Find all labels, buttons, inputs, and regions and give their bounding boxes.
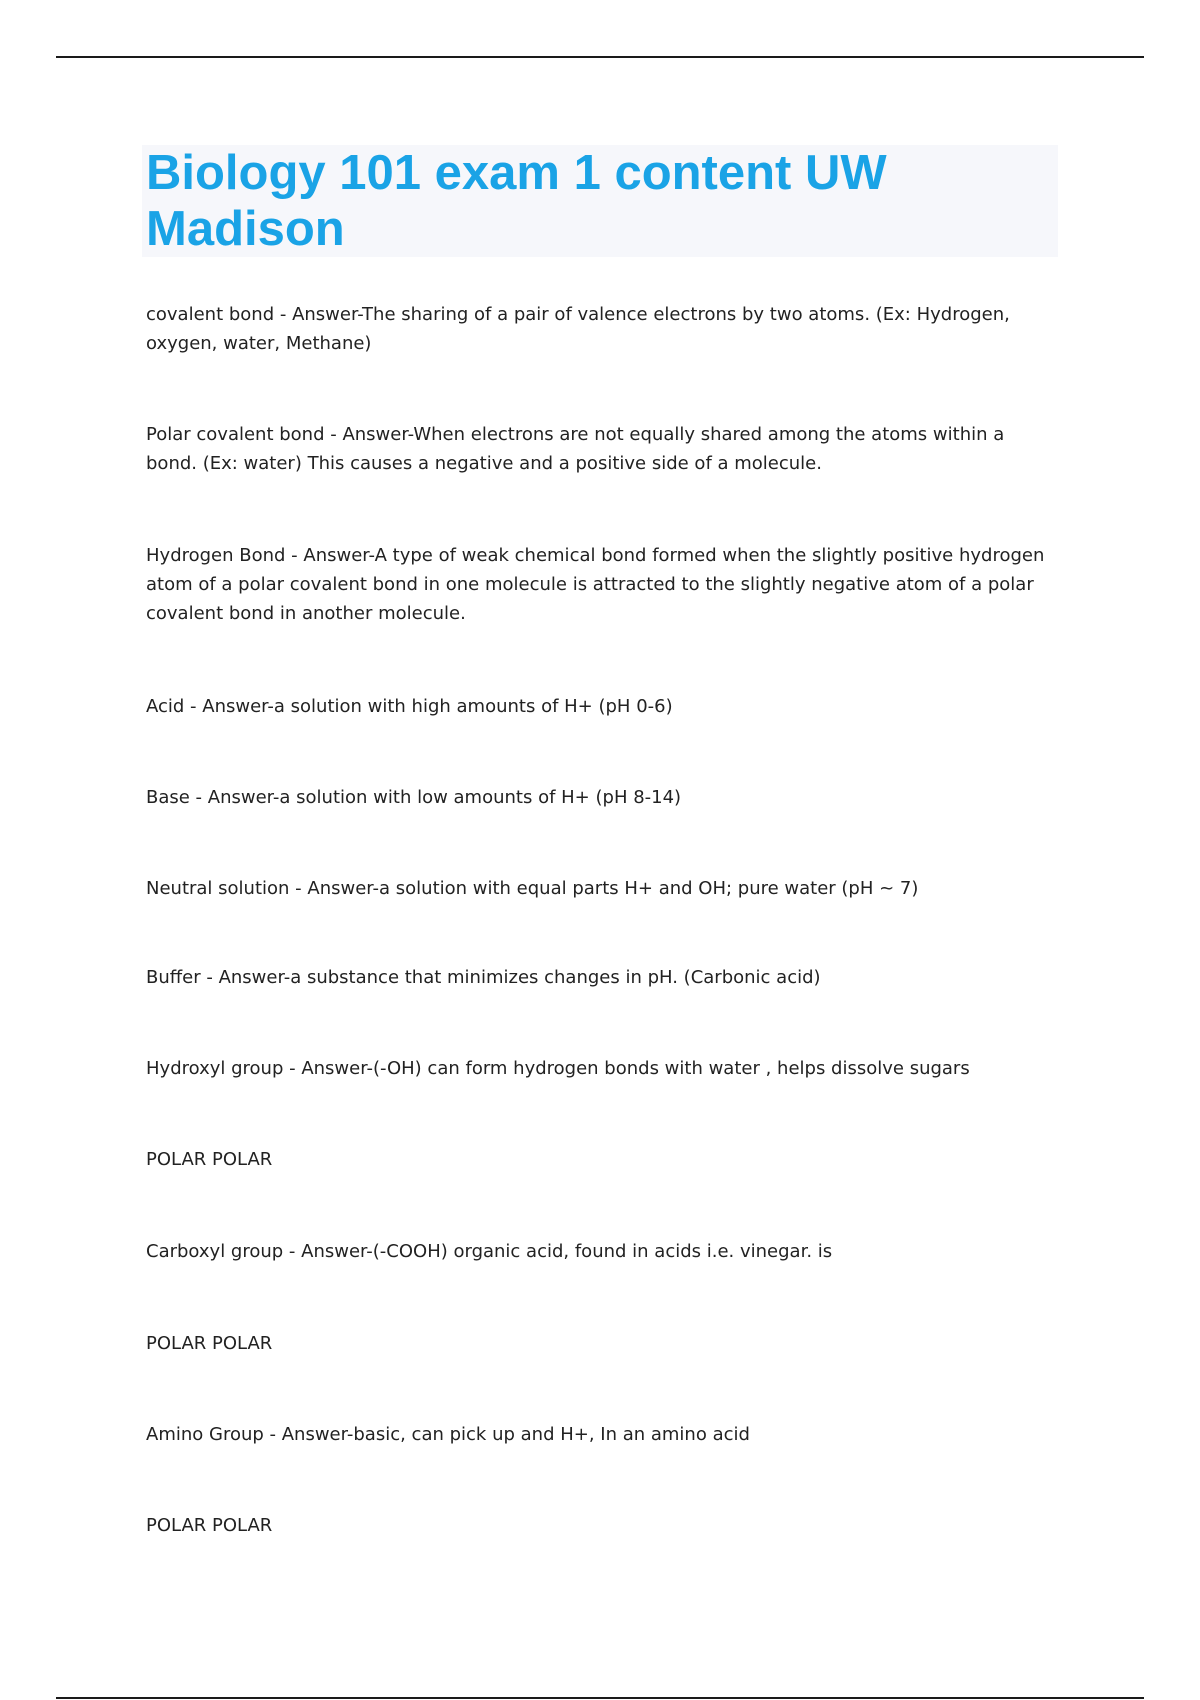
- footer-rule: [56, 1697, 1144, 1699]
- title-banner: [142, 145, 1058, 257]
- entry-polar-covalent-bond: Polar covalent bond - Answer-When electrons are not equally shared among the atoms within a bond. (Ex: water) This causes a negative and a positive side of a molecule.: [146, 424, 1005, 474]
- entry-amino-group: Amino Group - Answer-basic, can pick up and H+, In an amino acid: [146, 1424, 750, 1445]
- entry-polar-note: POLAR POLAR: [146, 1149, 273, 1170]
- entry-carboxyl-group: Carboxyl group - Answer-(-COOH) organic acid, found in acids i.e. vinegar. is: [146, 1241, 833, 1262]
- entry-base: Base - Answer-a solution with low amounts of H+ (pH 8-14): [146, 787, 682, 808]
- entry-covalent-bond: covalent bond - Answer-The sharing of a pair of valence electrons by two atoms. (Ex: Hydrogen, oxygen, water, Methane): [146, 304, 1010, 354]
- page-title: Biology 101 exam 1 content UW Madison: [146, 146, 887, 256]
- entry-neutral-solution: Neutral solution - Answer-a solution with equal parts H+ and OH; pure water (pH ~ 7): [146, 878, 919, 899]
- header-rule: [56, 56, 1144, 58]
- entry-polar-note: POLAR POLAR: [146, 1333, 273, 1354]
- entry-buffer: Buffer - Answer-a substance that minimizes changes in pH. (Carbonic acid): [146, 967, 821, 988]
- entry-hydroxyl-group: Hydroxyl group - Answer-(-OH) can form hydrogen bonds with water , helps dissolve sugars: [146, 1058, 970, 1079]
- entry-polar-note: POLAR POLAR: [146, 1515, 273, 1536]
- entry-hydrogen-bond: Hydrogen Bond - Answer-A type of weak chemical bond formed when the slightly positive hydrogen atom of a polar covalent bond in one molecule is attracted to the slightly negative atom of a polar covalent bond in another molecule.: [146, 545, 1045, 624]
- entry-acid: Acid - Answer-a solution with high amounts of H+ (pH 0-6): [146, 696, 673, 717]
